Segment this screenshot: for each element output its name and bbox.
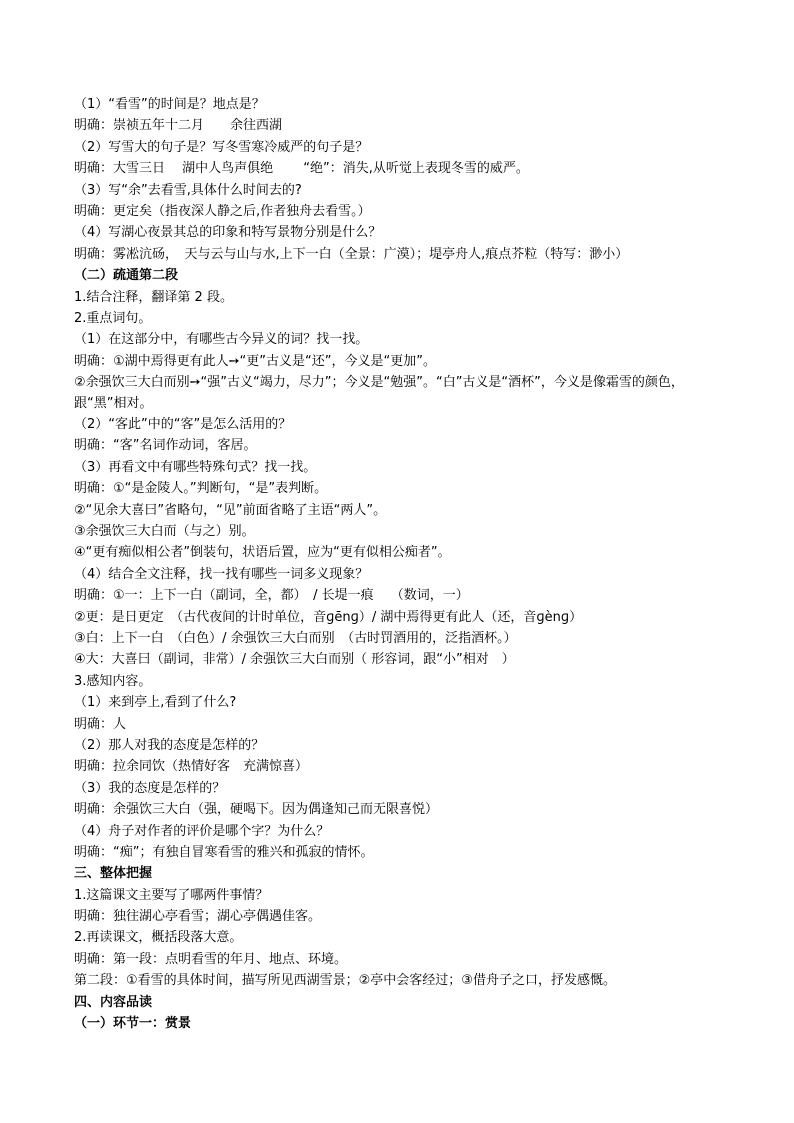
- text-line: 明确：“痴”；有独自冒寒看雪的雅兴和孤寂的情怀。: [74, 844, 374, 860]
- document-body: [74, 94, 734, 1034]
- section-heading: 四、内容品读: [74, 994, 153, 1010]
- text-line: （3）我的态度是怎样的？: [74, 780, 226, 796]
- text-line: 明确：①湖中焉得更有此人➙“更”古义是“还”，今义是“更加”。: [74, 353, 436, 369]
- text-line: ③余强饮三大白而（与之）别。: [74, 524, 255, 540]
- text-line: 1.这篇课文主要写了哪两件事情？: [74, 887, 269, 903]
- text-line: ④大：大喜曰（副词，非常）/ 余强饮三大白而别（ 形容词，跟“小”相对 ）: [74, 652, 515, 668]
- text-line: （2）“客此”中的“客”是怎么活用的？: [74, 417, 292, 433]
- text-line: 明确：人: [74, 716, 127, 732]
- text-line: 第二段：①看雪的具体时间，描写所见西湖雪景；②亭中会客经过；③借舟子之口，抒发感慨。: [74, 973, 616, 989]
- text-line: ②更：是日更定 （古代夜间的计时单位，音ɡēnɡ）/ 湖中焉得更有此人（还，音ɡènɡ）: [74, 609, 583, 625]
- text-line: （1）“看雪”的时间是？地点是？: [74, 97, 265, 112]
- text-line: 明确：①“是金陵人。”判断句，“是”表判断。: [74, 481, 328, 497]
- text-line: 明确：独往湖心亭看雪；湖心亭偶遇佳客。: [74, 909, 322, 925]
- text-line: （3）写“余”去看雪,具体什么时间去的?: [74, 182, 302, 198]
- text-line: 明确：拉余同饮（热情好客 充满惊喜）: [74, 759, 309, 775]
- text-line: 明确：“客”名词作动词，客居。: [74, 438, 257, 454]
- text-line: 明确：雾凇沆砀， 天与云与山与水,上下一白（全景：广漠）；堤亭舟人,痕点芥粒（特写：渺小）: [74, 246, 629, 262]
- text-line: 明确：余强饮三大白（强，硬喝下。因为偶逢知己而无限喜悦）: [74, 802, 439, 818]
- text-line: 3.感知内容。: [74, 673, 152, 689]
- text-line: （1）来到亭上,看到了什么?: [74, 695, 237, 711]
- text-line: ②“见余大喜曰”省略句，“见”前面省略了主语“两人”。: [74, 502, 387, 518]
- text-line: 2.再读课文，概括段落大意。: [74, 930, 243, 946]
- text-line: ③白：上下一白 （白色）/ 余强饮三大白而别 （古时罚酒用的，泛指酒杯。）: [74, 630, 517, 646]
- text-line: ④“更有痴似相公者”倒装句，状语后置，应为“更有似相公痴者”。: [74, 545, 451, 561]
- text-line: （1）在这部分中，有哪些古今异义的词？找一找。: [74, 332, 369, 348]
- section-heading: 三、整体把握: [74, 866, 153, 882]
- text-line: 明确：更定矣（指夜深人静之后,作者独舟去看雪。）: [74, 203, 371, 219]
- text-line: （4）结合全文注释，找一找有哪些一词多义现象？: [74, 566, 369, 582]
- text-line: 2.重点词句。: [74, 310, 152, 326]
- text-line: （2）写雪大的句子是？写冬雪寒冷威严的句子是？: [74, 139, 369, 155]
- text-line: 明确：第一段：点明看雪的年月、地点、环境。: [74, 951, 348, 967]
- text-line: （4）写湖心夜景其总的印象和特写景物分别是什么？: [74, 225, 382, 241]
- text-line: （3）再看文中有哪些特殊句式？找一找。: [74, 459, 317, 475]
- text-line: 明确：崇祯五年十二月 余往西湖: [74, 118, 283, 134]
- section-heading: （二）疏通第二段: [74, 268, 179, 284]
- text-line: 明确：大雪三日 湖中人鸟声俱绝 “绝”：消失,从听觉上表现冬雪的威严。: [74, 161, 529, 177]
- text-line: 1.结合注释，翻译第 2 段。: [74, 289, 233, 305]
- text-line: ②余强饮三大白而别➙“强”古义“竭力，尽力”；今义是“勉强”。“白”古义是“酒杯”，今义是像霜雪的颜色，跟“黑”相对。: [74, 375, 684, 412]
- section-heading: （一）环节一：赏景: [74, 1016, 192, 1032]
- text-line: （2）那人对我的态度是怎样的？: [74, 737, 265, 753]
- text-line: 明确：①一：上下一白（副词，全，都） / 长堤一痕 （数词，一）: [74, 588, 469, 604]
- text-line: （4）舟子对作者的评价是哪个字？为什么？: [74, 823, 330, 839]
